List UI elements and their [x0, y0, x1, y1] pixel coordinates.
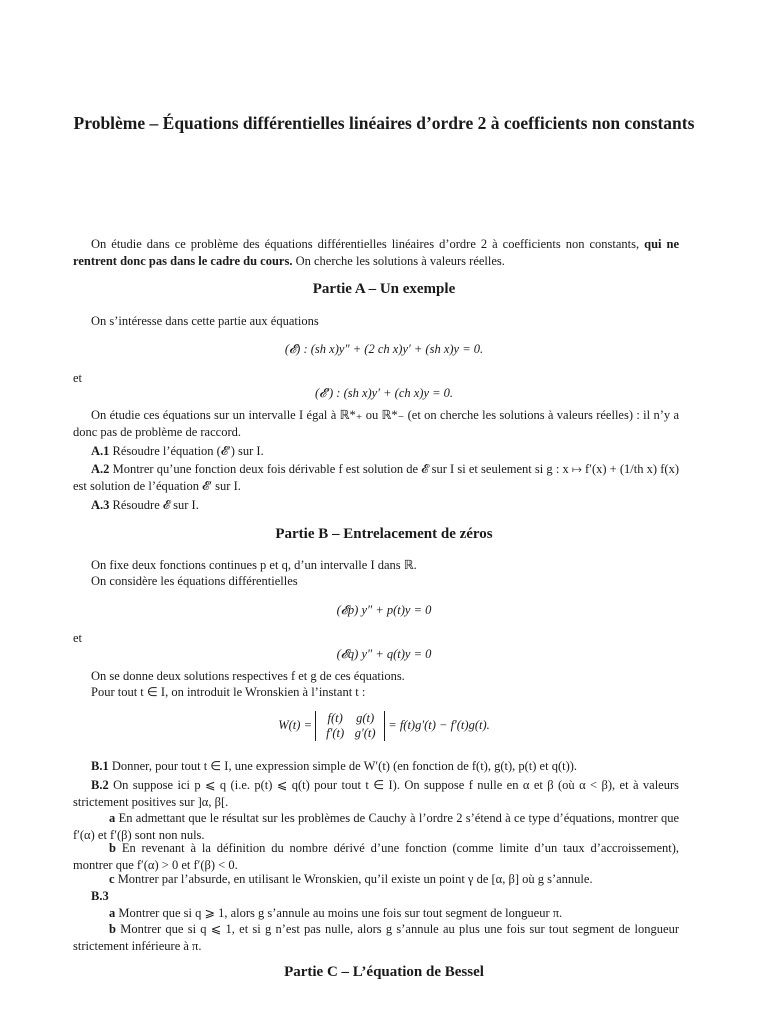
intro-text: On étudie dans ce problème des équations différentielles linéaires d’ordre 2 à coefficients non constants, [91, 237, 640, 251]
question-b3b-label: b [109, 922, 116, 936]
part-a-paragraph: On étudie ces équations sur un intervalle I égal à ℝ*₊ ou ℝ*₋ (et on cherche les solutions à valeurs réelles) : il n’y a donc pas de problème de raccord. [73, 408, 679, 439]
part-b-p2: On considère les équations différentielles [91, 574, 298, 588]
equation-e: (𝓔) : (sh x)y″ + (2 ch x)y′ + (sh x)y = 0. [284, 342, 484, 356]
question-a3-label: A.3 [91, 498, 110, 512]
question-b1-text: Donner, pour tout t ∈ I, une expression simple de W′(t) (en fonction de f(t), g(t), p(t) et q(t)). [111, 759, 578, 773]
conjunction-et: et [73, 371, 83, 385]
wronskian-lhs: W(t) = [278, 717, 313, 732]
equation-e-prime: (𝓔′) : (sh x)y′ + (ch x)y = 0. [314, 386, 454, 400]
det-m21: f′(t) [326, 726, 345, 740]
question-a1-label: A.1 [91, 444, 110, 458]
question-b2b [73, 840, 679, 874]
question-a2-text: Montrer qu’une fonction deux fois dérivable f est solution de 𝓔 sur I si et seulement si g : x ↦ f′(x) + (1/th x) f(x) est solution de l’équation 𝓔′ sur I. [73, 462, 679, 493]
question-b2-label: B.2 [91, 778, 109, 792]
question-b3b [73, 921, 679, 955]
question-b3a-label: a [109, 906, 116, 920]
question-a2-label: A.2 [91, 462, 110, 476]
question-b1 [73, 758, 679, 775]
question-b2-text: On suppose ici p ⩽ q (i.e. p(t) ⩽ q(t) pour tout t ∈ I). On suppose f nulle en α et β (où α < β), et à valeurs strictement positives sur ]α, β[. [73, 778, 679, 809]
det-m22: g′(t) [354, 726, 376, 740]
part-b-p1: On fixe deux fonctions continues p et q, d’un intervalle I dans ℝ. [91, 558, 417, 572]
wronskian-determinant [315, 711, 385, 741]
question-a2 [73, 461, 679, 495]
question-b3a-text: Montrer que si q ⩾ 1, alors g s’annule au moins une fois sur tout segment de longueur π. [118, 906, 563, 920]
question-b2 [73, 777, 679, 811]
question-b2c-text: Montrer par l’absurde, en utilisant le Wronskien, qu’il existe un point γ de [α, β] où g s’annule. [117, 872, 593, 886]
equation-ep: (𝓔p) y″ + p(t)y = 0 [336, 603, 432, 617]
question-b2b-text: En revenant à la définition du nombre dérivé d’une fonction (comme limite d’un taux d’accroissement), montrer que f′(α) > 0 et f′(β) < 0. [73, 841, 680, 872]
question-b3b-text: Montrer que si q ⩽ 1, et si g n’est pas nulle, alors g s’annule au plus une fois sur tout segment de longueur strictement inférieure à π. [73, 922, 679, 953]
question-b3a [73, 905, 679, 922]
question-b2c [73, 871, 679, 888]
question-b1-label: B.1 [91, 759, 109, 773]
question-b2a-text: En admettant que le résultat sur les problèmes de Cauchy à l’ordre 2 s’étend à ce type d’équations, montrer que f′(α) et f′(β) sont non nuls. [73, 811, 679, 842]
intro-text-end: On cherche les solutions à valeurs réelles. [295, 254, 505, 268]
question-a3 [73, 497, 679, 514]
wronskian-rhs: = f(t)g′(t) − f′(t)g(t). [388, 717, 490, 732]
question-b2a-label: a [109, 811, 116, 825]
det-m12: g(t) [356, 711, 375, 725]
part-b-p4: Pour tout t ∈ I, on introduit le Wronskien à l’instant t : [91, 685, 366, 699]
question-b3 [73, 888, 679, 905]
part-c-heading: Partie C – L’équation de Bessel [284, 964, 484, 980]
intro-bold-text: qui ne rentrent donc pas dans le cadre du cours. [73, 237, 679, 268]
question-a1-text: Résoudre l’équation (𝓔′) sur I. [112, 444, 264, 458]
part-b-p3: On se donne deux solutions respectives f et g de ces équations. [91, 669, 405, 683]
wronskian-formula [0, 711, 768, 741]
det-m11: f(t) [327, 711, 343, 725]
question-b2b-label: b [109, 841, 116, 855]
part-a-heading: Partie A – Un exemple [312, 281, 456, 297]
part-b-heading: Partie B – Entrelacement de zéros [275, 526, 493, 542]
equation-eq: (𝓔q) y″ + q(t)y = 0 [336, 647, 432, 661]
conjunction-et-b: et [73, 631, 83, 645]
intro-paragraph [73, 236, 679, 270]
part-a-intro: On s’intéresse dans cette partie aux équations [91, 314, 319, 328]
page-title: Problème – Équations différentielles linéaires d’ordre 2 à coefficients non constants [73, 113, 695, 133]
question-b3-label: B.3 [91, 889, 109, 903]
question-a3-text: Résoudre 𝓔 sur I. [112, 498, 199, 512]
question-b2a [73, 810, 679, 844]
question-a1 [73, 443, 679, 460]
question-b2c-label: c [109, 872, 115, 886]
